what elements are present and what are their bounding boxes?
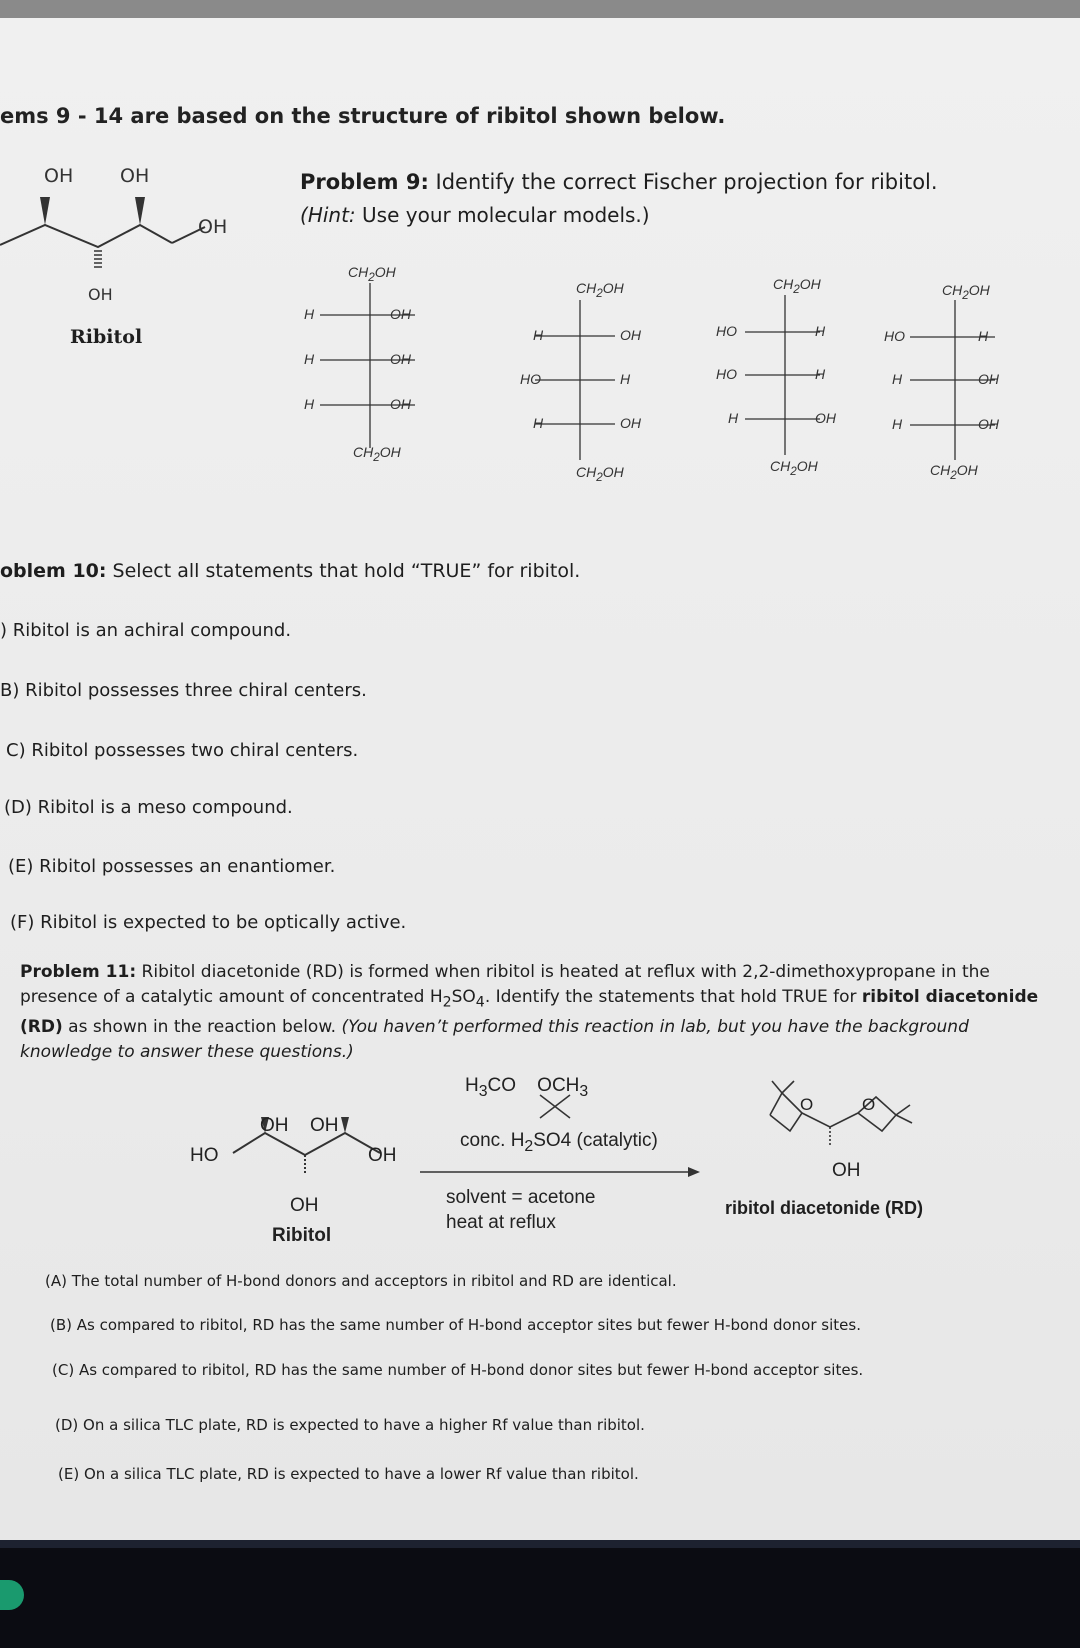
section-header: ems 9 - 14 are based on the structure of ribitol shown below.	[0, 104, 726, 128]
hint-label: Hint:	[307, 203, 356, 227]
solvent-label: solvent = acetone	[446, 1187, 596, 1208]
fischer-left: H	[304, 396, 315, 412]
fischer-left: H	[892, 416, 903, 432]
fischer-left: HO	[716, 323, 737, 339]
fischer-right: OH	[620, 327, 641, 343]
screen-top-edge	[0, 0, 1080, 18]
problem-11-label: Problem 11:	[20, 962, 137, 982]
fischer-bottom: $CH_2OH$	[576, 464, 624, 484]
fischer-left: H	[728, 410, 739, 426]
fischer-top: $CH_2OH$	[773, 276, 821, 296]
fischer-left: HO	[716, 366, 737, 382]
oh-label: OH	[44, 165, 74, 187]
option-c[interactable]: C) Ribitol possesses two chiral centers.	[6, 740, 359, 761]
reagent-label: $H_3CO$ $OCH_3$	[465, 1075, 589, 1100]
problem-11-text	[20, 960, 1060, 1065]
fischer-right: OH	[390, 351, 411, 367]
p11-bold: ribitol diacetonide (RD)	[20, 987, 1039, 1038]
fischer-left: HO	[520, 371, 541, 387]
fischer-left: HO	[884, 328, 905, 344]
oh-label: OH	[832, 1160, 861, 1181]
oh-label: OH	[198, 216, 228, 238]
fischer-bottom: $CH_2OH$	[770, 458, 818, 478]
oh-label: OH	[260, 1115, 289, 1136]
fischer-top: $CH_2OH$	[942, 282, 990, 302]
oh-label: OH	[120, 165, 150, 187]
ribitol-label: Ribitol	[272, 1225, 332, 1246]
taskbar-edge	[0, 1540, 1080, 1548]
p11-option-b[interactable]: (B) As compared to ribitol, RD has the same number of H-bond acceptor sites but fewer H-bond donor sites.	[50, 1316, 861, 1334]
fischer-top: $CH_2OH$	[348, 264, 396, 284]
fischer-right: H	[620, 371, 631, 387]
oh-label: OH	[368, 1145, 397, 1166]
problem-10-label: oblem 10:	[0, 560, 107, 582]
fischer-bottom: $CH_2OH$	[930, 462, 978, 482]
option-a[interactable]: ) Ribitol is an achiral compound.	[0, 620, 292, 641]
ribitol-diacetonide-structure	[750, 1075, 940, 1165]
p11-text: as shown in the reaction below.	[62, 1017, 342, 1038]
fischer-right: OH	[390, 396, 411, 412]
fischer-left: H	[533, 415, 544, 431]
fischer-left: H	[304, 351, 315, 367]
ribitol-label: Ribitol	[70, 326, 143, 348]
p11-option-c[interactable]: (C) As compared to ribitol, RD has the same number of H-bond donor sites but fewer H-bond acceptor sites.	[52, 1361, 864, 1379]
p11-option-a[interactable]: (A) The total number of H-bond donors and acceptors in ribitol and RD are identical.	[45, 1272, 677, 1290]
p11-sub: 4	[475, 994, 485, 1011]
p11-text: . Identify the statements that hold TRUE for	[484, 987, 862, 1007]
option-f[interactable]: (F) Ribitol is expected to be optically active.	[10, 912, 407, 933]
o-label: O	[862, 1095, 876, 1114]
fischer-right: H	[815, 323, 826, 339]
fischer-left: H	[533, 327, 544, 343]
p11-sub: 2	[442, 994, 452, 1011]
p11-text: SO	[451, 987, 476, 1007]
oh-label: OH	[290, 1195, 319, 1216]
option-d[interactable]: (D) Ribitol is a meso compound.	[4, 797, 293, 818]
fischer-right: OH	[978, 416, 999, 432]
o-label: O	[800, 1095, 814, 1114]
option-e[interactable]: (E) Ribitol possesses an enantiomer.	[8, 856, 336, 877]
fischer-right: OH	[978, 371, 999, 387]
problem-10-text: Select all statements that hold “TRUE” for ribitol.	[106, 560, 581, 582]
rd-label: ribitol diacetonide (RD)	[725, 1198, 923, 1218]
hint-text: Use your molecular models.)	[355, 203, 650, 227]
reagent-center-mark	[535, 1090, 575, 1120]
problem-10-title	[0, 560, 580, 582]
ho-label: HO	[190, 1145, 219, 1166]
problem-9-title	[300, 170, 938, 194]
problem-9-text: Identify the correct Fischer projection for ribitol.	[428, 170, 938, 194]
conditions-label: conc. $H_2SO4$ (catalytic)	[460, 1130, 658, 1155]
fischer-right: OH	[390, 306, 411, 322]
fischer-left: H	[892, 371, 903, 387]
option-b[interactable]: B) Ribitol possesses three chiral centers.	[0, 680, 367, 701]
fischer-bottom: $CH_2OH$	[353, 444, 401, 464]
fischer-top: $CH_2OH$	[576, 280, 624, 300]
fischer-right: H	[978, 328, 989, 344]
reaction-arrow-icon	[420, 1165, 700, 1179]
oh-label: OH	[310, 1115, 339, 1136]
p11-text: Ribitol diacetonide (RD) is formed when ribitol is heated at reflux with 2,2-dimethoxypropane in the presence of a catalytic amount of concentrated H	[20, 962, 990, 1007]
oh-label: OH	[88, 285, 113, 304]
p11-option-e[interactable]: (E) On a silica TLC plate, RD is expected to have a lower Rf value than ribitol.	[58, 1465, 639, 1483]
fischer-left: H	[304, 306, 315, 322]
fischer-right: OH	[620, 415, 641, 431]
problem-9-label: Problem 9:	[300, 170, 429, 194]
p11-italic: (You haven’t performed this reaction in lab, but you have the background knowledge to answer these questions.)	[20, 1017, 969, 1063]
taskbar	[0, 1540, 1080, 1648]
fischer-right: H	[815, 366, 826, 382]
p11-option-d[interactable]: (D) On a silica TLC plate, RD is expected to have a higher Rf value than ribitol.	[55, 1416, 645, 1434]
heat-label: heat at reflux	[446, 1212, 556, 1233]
fischer-right: OH	[815, 410, 836, 426]
problem-9-hint: (Hint: Use your molecular models.)	[300, 203, 650, 227]
